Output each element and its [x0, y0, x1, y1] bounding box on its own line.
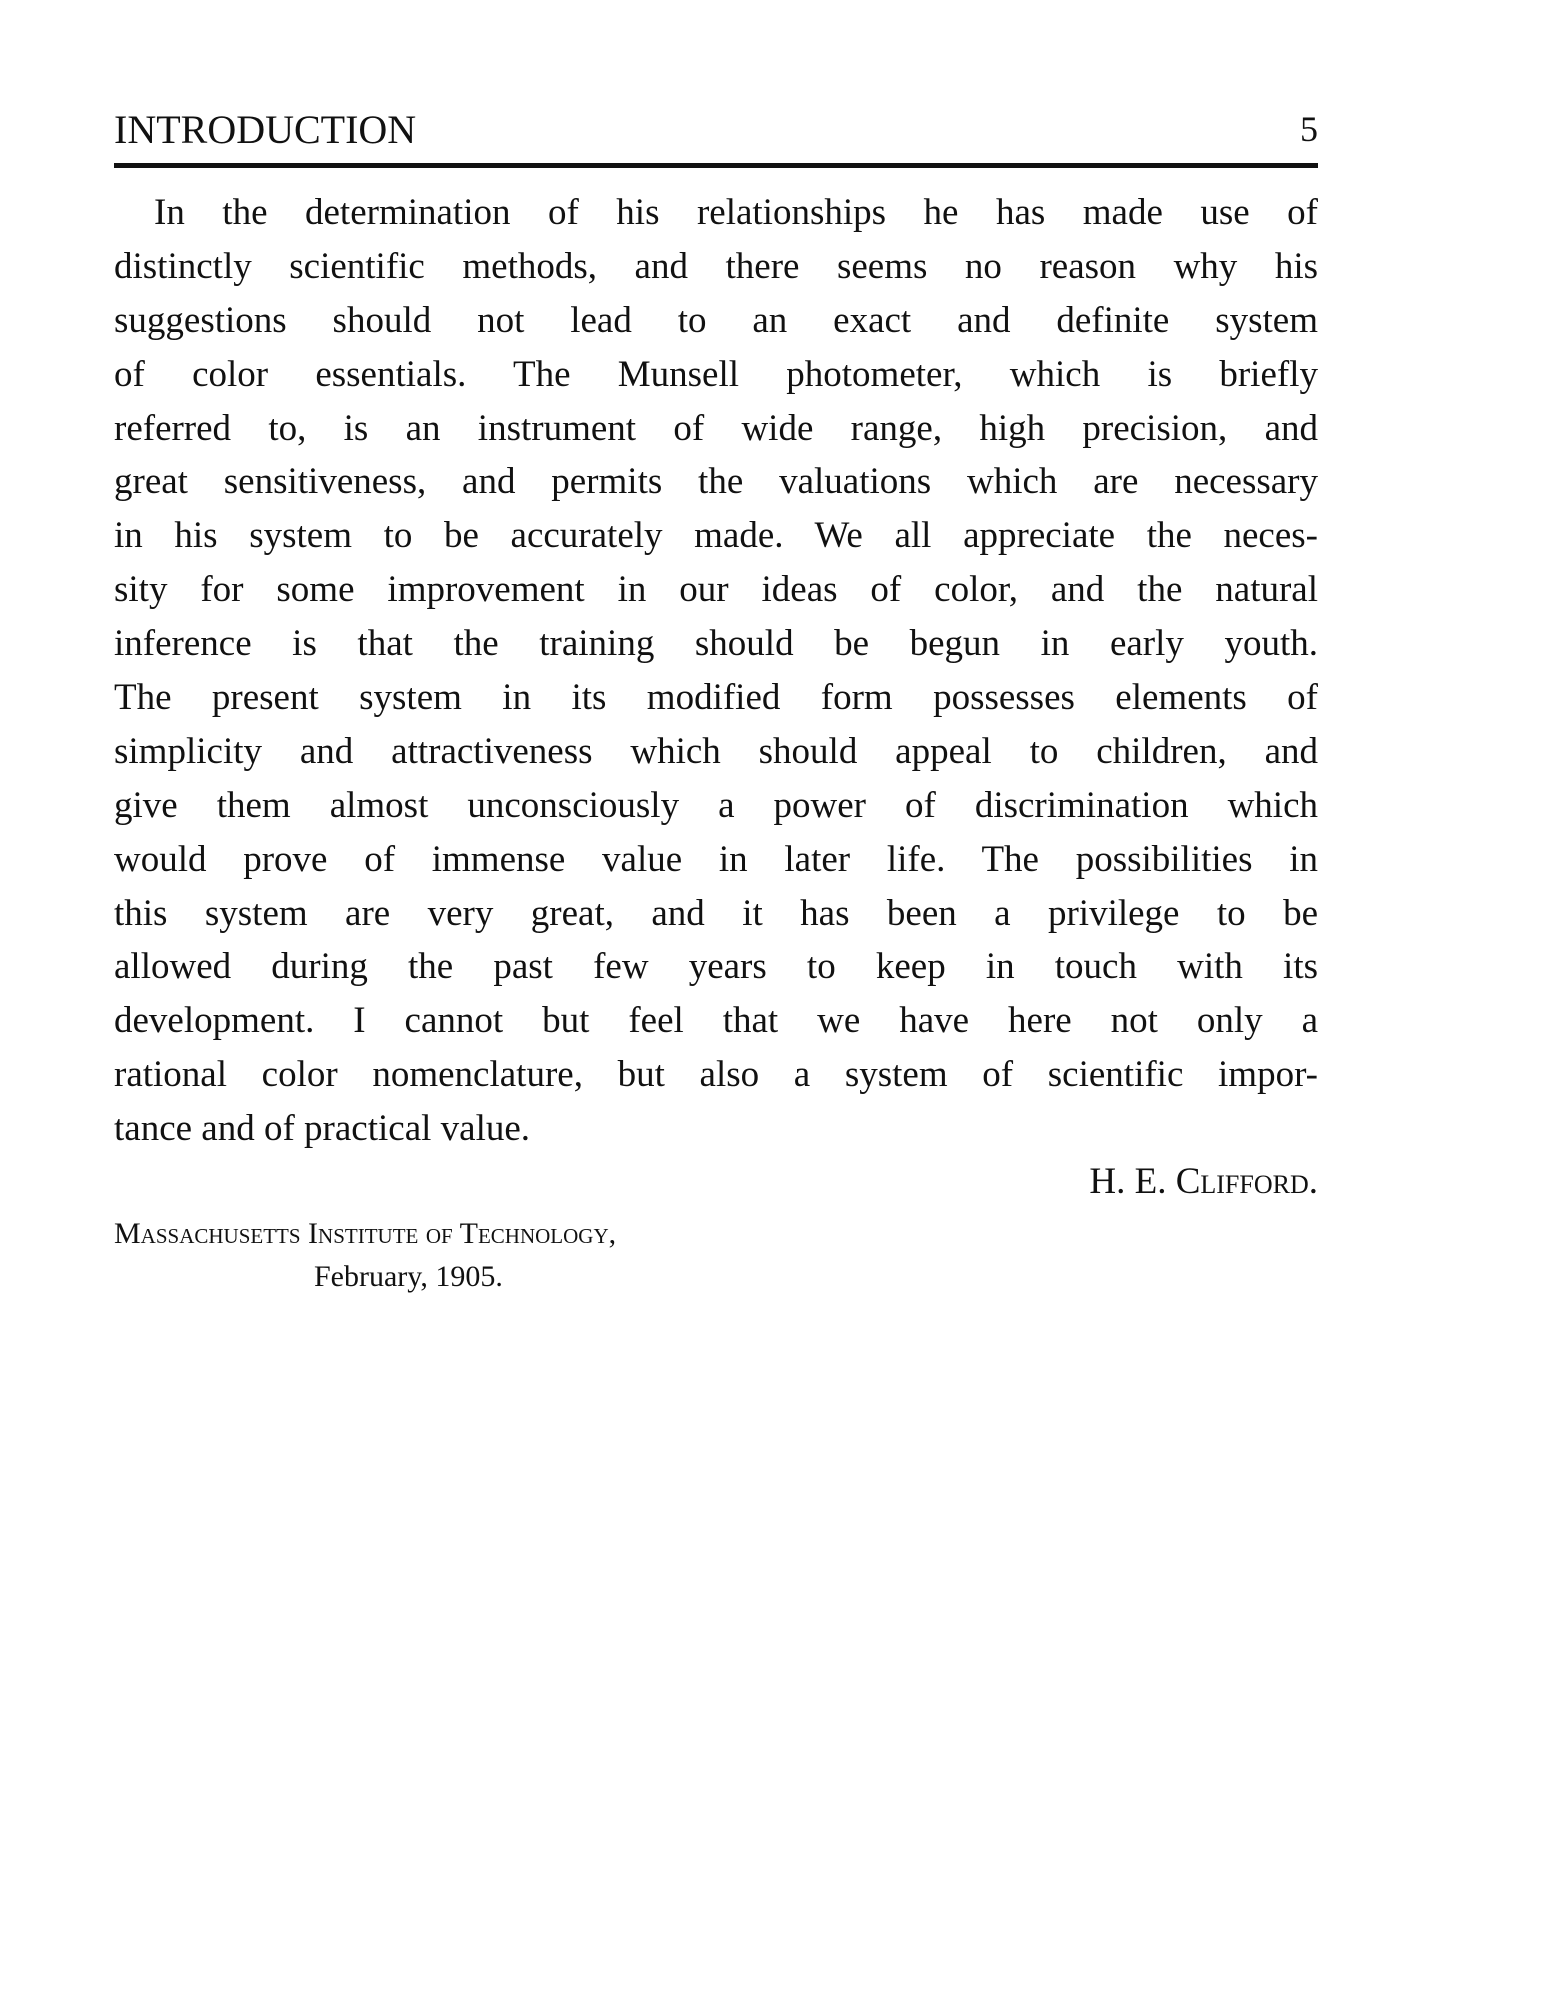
- text-line: inference is that the training should be begun in early youth.: [114, 623, 1318, 665]
- text-line: this system are very great, and it has been a privilege to be: [114, 892, 1318, 934]
- text-line: development. I cannot but feel that we have here not only a: [114, 1000, 1318, 1042]
- text-line: simplicity and attractiveness which should appeal to children, and: [114, 730, 1318, 772]
- text-line: In the determination of his relationships he has made use of: [154, 192, 1318, 233]
- text-line: allowed during the past few years to keep in touch with its: [114, 946, 1318, 988]
- text-line: in his system to be accurately made. We all appreciate the neces-: [114, 515, 1318, 557]
- text-line: The present system in its modified form possesses elements of: [114, 677, 1318, 719]
- text-line: suggestions should not lead to an exact and definite system: [114, 299, 1318, 341]
- body-paragraph: [114, 186, 1318, 1156]
- text-line: of color essentials. The Munsell photometer, which is briefly: [114, 353, 1318, 395]
- running-header: [114, 98, 1318, 158]
- text-line: would prove of immense value in later life. The possibilities in: [114, 838, 1318, 880]
- page-number: 5: [1300, 109, 1318, 149]
- author-affiliation: Massachusetts Institute of Technology,: [114, 1217, 617, 1250]
- text-line: sity for some improvement in our ideas of color, and the natural: [114, 569, 1318, 611]
- header-rule: [114, 163, 1318, 168]
- text-line: distinctly scientific methods, and there seems no reason why his: [114, 245, 1318, 287]
- date-line: February, 1905.: [314, 1260, 503, 1293]
- text-line: tance and of practical value.: [114, 1108, 531, 1150]
- chapter-title: INTRODUCTION: [114, 107, 417, 152]
- author-signature: H. E. Clifford.: [1089, 1161, 1318, 1202]
- text-line: rational color nomenclature, but also a system of scientific impor-: [114, 1054, 1318, 1096]
- text-line: great sensitiveness, and permits the valuations which are necessary: [114, 461, 1318, 503]
- text-line: give them almost unconsciously a power of discrimination which: [114, 784, 1318, 826]
- text-line: referred to, is an instrument of wide range, high precision, and: [114, 407, 1318, 449]
